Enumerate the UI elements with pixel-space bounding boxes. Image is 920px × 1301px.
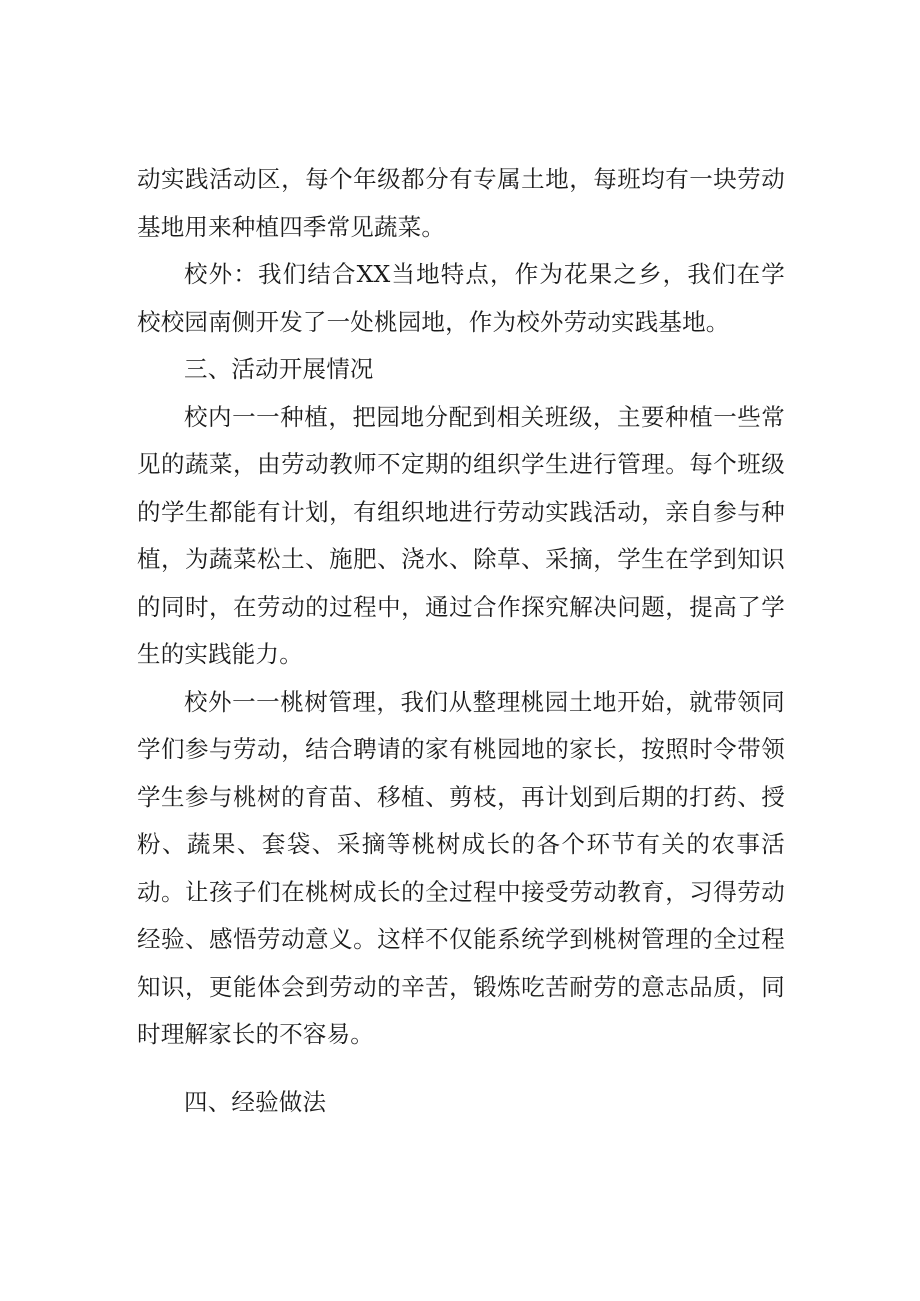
paragraph-off-campus-base: 校外：我们结合XX当地特点，作为花果之乡，我们在学校校园南侧开发了一处桃园地，作为校外劳动实践基地。 — [137, 260, 785, 336]
document-body — [137, 156, 785, 1126]
paragraph-gap — [137, 1059, 785, 1079]
paragraph-peach-tree-management: 校外一一桃树管理，我们从整理桃园土地开始，就带领同学们参与劳动，结合聘请的家有桃园地的家长，按照时令带领学生参与桃树的育苗、移植、剪枝，再计划到后期的打药、授粉、蔬果、套袋、采摘等桃树成长的各个环节有关的农事活动。让孩子们在桃树成长的全过程中接受劳动教育，习得劳动经验、感悟劳动意义。这样不仅能系统学到桃树管理的全过程知识，更能体会到劳动的辛苦，锻炼吃苦耐劳的意志品质，同时理解家长的不容易。 — [137, 687, 785, 1048]
section-heading-experience: 四、经验做法 — [184, 1087, 327, 1116]
paragraph-continuation: 动实践活动区，每个年级都分有专属土地，每班均有一块劳动基地用来种植四季常见蔬菜。 — [137, 165, 785, 241]
section-heading-activities: 三、活动开展情况 — [184, 355, 374, 383]
paragraph-on-campus-planting: 校内一一种植，把园地分配到相关班级，主要种植一些常见的蔬菜，由劳动教师不定期的组织学生进行管理。每个班级的学生都能有计划，有组织地进行劳动实践活动，亲自参与种植，为蔬菜松土、施肥、浇水、除草、采摘，学生在学到知识的同时，在劳动的过程中，通过合作探究解决问题，提高了学生的实践能力。 — [137, 402, 785, 668]
